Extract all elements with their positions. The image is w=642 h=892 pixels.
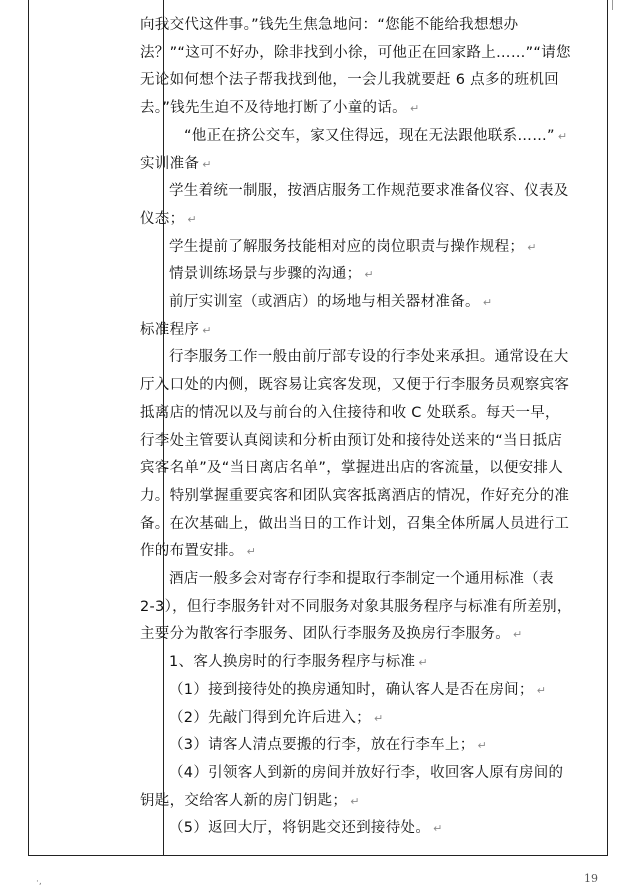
paragraph-text: 实训准备 xyxy=(140,155,200,172)
paragraph-mark-icon: ↵ xyxy=(433,822,443,836)
paragraph-text: 酒店一般多会对寄存行李和提取行李制定一个通用标准（表 2-3），但行李服务针对不同服务对象其服务程序与标准有所差别，主要分为散客行李服务、团队行李服务及换房行李服务。 xyxy=(140,571,572,643)
paragraph xyxy=(140,151,572,179)
paragraph-mark-icon: ↵ xyxy=(202,323,212,337)
paragraph-text: 前厅实训室（或酒店）的场地与相关器材准备。 xyxy=(169,294,480,311)
paragraph-text: 学生着统一制服，按酒店服务工作规范要求准备仪容、仪表及仪态； xyxy=(140,183,569,227)
paragraph-mark-icon: ↵ xyxy=(373,711,384,725)
paragraph-text: （2）先敲门得到允许后进入； xyxy=(169,709,371,726)
paragraph-mark-icon: ↵ xyxy=(246,545,257,559)
paragraph-mark-icon: ↵ xyxy=(477,739,488,753)
paragraph xyxy=(140,178,572,233)
paragraph-mark-icon: ↵ xyxy=(513,628,523,642)
paragraph xyxy=(140,261,572,289)
crop-mark-right xyxy=(612,0,623,10)
paragraph-mark-icon: ↵ xyxy=(202,157,212,171)
paragraph-mark-icon: ↵ xyxy=(557,129,568,143)
page-number: 19 xyxy=(584,872,598,885)
content-cell xyxy=(140,12,572,843)
paragraph xyxy=(140,123,572,151)
paragraph-text: （5）返回大厅，将钥匙交还到接待处。 xyxy=(169,820,431,837)
paragraph xyxy=(140,705,572,733)
paragraph-mark-icon: ↵ xyxy=(187,212,197,226)
paragraph xyxy=(140,677,572,705)
paragraph-text: 行李服务工作一般由前厅部专设的行李处来承担。通常设在大厅入口处的内侧，既容易让宾客发现，又便于行李服务员观察宾客抵离店的情况以及与前台的入住接待和收 C 处联系。每天一早，行李处主管要认真阅读和分析由预订处和接待处送来的“当日抵店宾客名单”及“当日离店名单”，掌握进出店的客流量，以便安排人力。特别掌握重要宾客和团队宾客抵离酒店的情况，作好充分的准备。在次基础上，做出当日的工作计划，召集全体所属人员进行工作的布置安排。 xyxy=(140,349,570,560)
paragraph-text: 标准程序 xyxy=(140,321,200,338)
paragraph-mark-icon: ↵ xyxy=(364,268,374,282)
paragraph xyxy=(140,760,572,815)
paragraph-mark-icon: ↵ xyxy=(350,794,360,808)
paragraph-text: （3）请客人清点要搬的行李，放在行李车上； xyxy=(169,737,475,754)
paragraph xyxy=(140,566,572,649)
paragraph-text: （4）引领客人到新的房间并放好行李，收回客人原有房间的钥匙，交给客人新的房门钥匙； xyxy=(140,764,564,809)
paragraph-mark-icon: ↵ xyxy=(536,683,547,697)
footer-mark: ·, xyxy=(36,877,42,887)
paragraph xyxy=(140,317,572,345)
paragraph xyxy=(140,649,572,677)
paragraph-text: 学生提前了解服务技能相对应的岗位职责与操作规程； xyxy=(169,238,525,255)
paragraph xyxy=(140,815,572,843)
paragraph-mark-icon: ↵ xyxy=(418,656,428,670)
paragraph-text: “他正在挤公交车，家又住得远，现在无法跟他联系……” xyxy=(184,127,555,144)
paragraph xyxy=(140,234,572,262)
paragraph xyxy=(140,289,572,317)
paragraph xyxy=(140,12,572,123)
paragraph xyxy=(140,344,572,566)
paragraph-mark-icon: ↵ xyxy=(482,296,493,310)
paragraph-text: 1、客人换房时的行李服务程序与标准 xyxy=(169,654,416,671)
paragraph-text: 向我交代这件事。”钱先生焦急地问：“您能不能给我想想办法？”“这可不好办，除非找到小徐，可他正在回家路上……”“请您无论如何想个法子帮我找到他，一会儿我就要赶 6 点多的班机回去。”钱先生迫不及待地打断了小童的话。 xyxy=(140,17,571,117)
paragraph-mark-icon: ↵ xyxy=(409,102,420,116)
paragraph xyxy=(140,732,572,760)
paragraph-text: 情景训练场景与步骤的沟通； xyxy=(169,266,362,283)
paragraph-text: （1）接到接待处的换房通知时，确认客人是否在房间； xyxy=(169,681,534,698)
paragraph-mark-icon: ↵ xyxy=(527,240,537,254)
